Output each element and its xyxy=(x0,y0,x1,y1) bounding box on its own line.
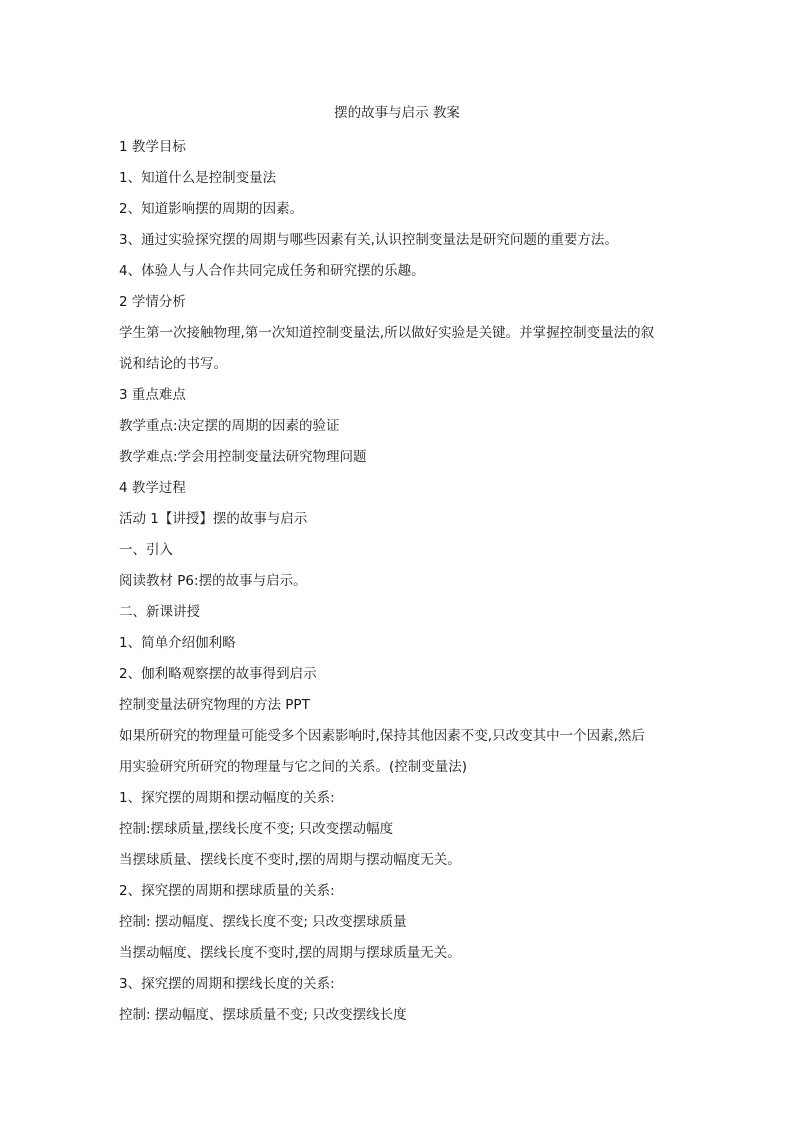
experiment-1-conclusion: 当摆球质量、摆线长度不变时,摆的周期与摆动幅度无关。 xyxy=(119,852,461,868)
method-paragraph-line-1: 如果所研究的物理量可能受多个因素影响时,保持其他因素不变,只改变其中一个因素,然后 xyxy=(119,728,645,744)
analysis-paragraph-line-1: 学生第一次接触物理,第一次知道控制变量法,所以做好实验是关键。并掌握控制变量法的叙 xyxy=(119,325,655,341)
experiment-1-control: 控制:摆球质量,摆线长度不变; 只改变摆动幅度 xyxy=(119,821,394,837)
objective-item-4: 4、体验人与人合作共同完成任务和研究摆的乐趣。 xyxy=(119,263,425,279)
objective-item-1: 1、知道什么是控制变量法 xyxy=(119,170,277,186)
section-heading-process: 4 教学过程 xyxy=(119,480,186,496)
objective-item-2: 2、知道影响摆的周期的因素。 xyxy=(119,201,304,217)
experiment-2-control: 控制: 摆动幅度、摆线长度不变; 只改变摆球质量 xyxy=(119,914,407,930)
experiment-3-control: 控制: 摆动幅度、摆球质量不变; 只改变摆线长度 xyxy=(119,1007,407,1023)
key-point: 教学重点:决定摆的周期的因素的验证 xyxy=(119,418,340,434)
experiment-2-heading: 2、探究摆的周期和摆球质量的关系: xyxy=(119,883,335,899)
experiment-1-heading: 1、探究摆的周期和摆动幅度的关系: xyxy=(119,790,335,806)
introduction-text: 阅读教材 P6:摆的故事与启示。 xyxy=(119,573,307,589)
method-paragraph-line-2: 用实验研究所研究的物理量与它之间的关系。(控制变量法) xyxy=(119,759,468,775)
document-body xyxy=(119,132,679,1031)
experiment-3-heading: 3、探究摆的周期和摆线长度的关系: xyxy=(119,976,335,992)
objective-item-3: 3、通过实验探究摆的周期与哪些因素有关,认识控制变量法是研究问题的重要方法。 xyxy=(119,232,618,248)
experiment-2-conclusion: 当摆动幅度、摆线长度不变时,摆的周期与摆球质量无关。 xyxy=(119,945,461,961)
lesson-item-2: 2、伽利略观察摆的故事得到启示 xyxy=(119,666,317,682)
analysis-paragraph-line-2: 说和结论的书写。 xyxy=(119,356,227,372)
difficult-point: 教学难点:学会用控制变量法研究物理问题 xyxy=(119,449,367,465)
section-heading-analysis: 2 学情分析 xyxy=(119,294,186,310)
section-heading-key-points: 3 重点难点 xyxy=(119,387,186,403)
method-ppt-line: 控制变量法研究物理的方法 PPT xyxy=(119,697,310,713)
subheading-new-lesson: 二、新课讲授 xyxy=(119,604,200,620)
section-heading-objectives: 1 教学目标 xyxy=(119,139,186,155)
subheading-introduction: 一、引入 xyxy=(119,542,173,558)
activity-heading: 活动 1【讲授】摆的故事与启示 xyxy=(119,511,308,527)
lesson-item-1: 1、简单介绍伽利略 xyxy=(119,635,236,651)
document-title: 摆的故事与启示 教案 xyxy=(334,105,460,121)
